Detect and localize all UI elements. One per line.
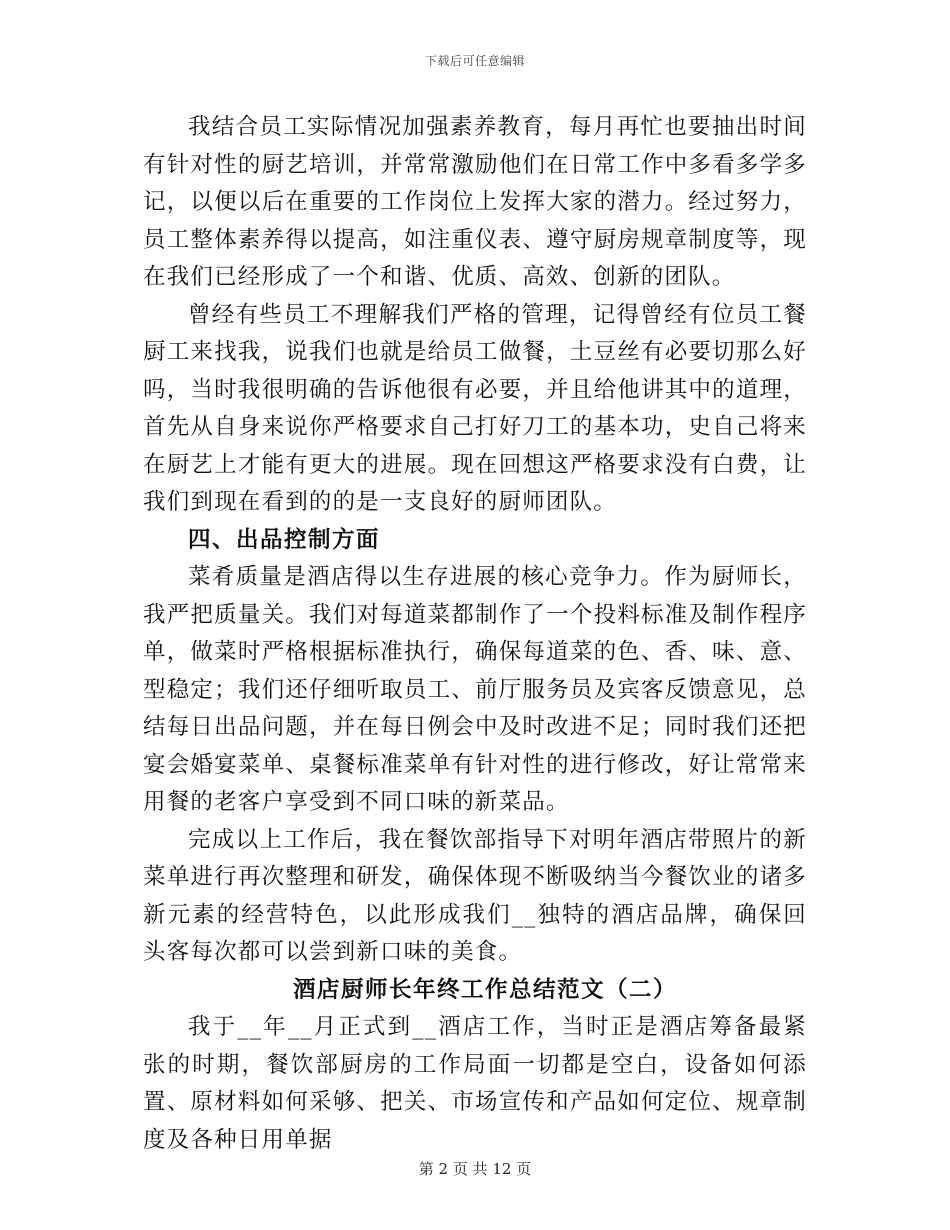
paragraph-strict-management: 曾经有些员工不理解我们严格的管理，记得曾经有位员工餐厨工来找我，说我们也就是给员工做餐，土豆丝有必要切那么好吗，当时我很明确的告诉他很有必要，并且给他讲其中的道理，首先从自身来说你严格要求自己打好刀工的基本功，史自己将来在厨艺上才能有更大的进展。现在回想这严格要求没有白费，让我们到现在看到的的是一支良好的厨师团队。 xyxy=(143,301,807,515)
article-title-2: 酒店厨师长年终工作总结范文（二） xyxy=(292,976,677,1003)
document-body xyxy=(143,109,807,1159)
page-number-footer: 第 2 页 共 12 页 xyxy=(418,1160,532,1178)
paragraph-new-menu: 完成以上工作后，我在餐饮部指导下对明年酒店带照片的新菜单进行再次整理和研发，确保体现不断吸纳当今餐饮业的诸多新元素的经营特色，以此形成我们__独特的酒店品牌，确保回头客每次都可以尝到新口味的美食。 xyxy=(143,826,807,965)
paragraph-staff-training: 我结合员工实际情况加强素养教育，每月再忙也要抽出时间有针对性的厨艺培训，并常常激励他们在日常工作中多看多学多记，以便以后在重要的工作岗位上发挥大家的潜力。经过努力，员工整体素养得以提高，如注重仪表、遵守厨房规章制度等，现在我们已经形成了一个和谐、优质、高效、创新的团队。 xyxy=(143,114,807,290)
section-heading-output-control: 四、出品控制方面 xyxy=(188,526,381,553)
page-header-note: 下载后可任意编辑 xyxy=(424,54,525,68)
paragraph-arrival: 我于__年__月正式到__酒店工作，当时正是酒店筹备最紧张的时期，餐饮部厨房的工作局面一切都是空白，设备如何添置、原材料如何采够、把关、市场宣传和产品如何定位、规章制度及各种日用单据 xyxy=(143,1014,807,1153)
paragraph-dish-quality: 菜肴质量是酒店得以生存进展的核心竞争力。作为厨师长，我严把质量关。我们对每道菜都制作了一个投料标准及制作程序单，做菜时严格根据标准执行，确保每道菜的色、香、味、意、型稳定；我们还仔细听取员工、前厅服务员及宾客反馈意见，总结每日出品问题，并在每日例会中及时改进不足；同时我们还把宴会婚宴菜单、桌餐标准菜单有针对性的进行修改，好让常常来用餐的老客户享受到不同口味的新菜品。 xyxy=(143,564,807,815)
